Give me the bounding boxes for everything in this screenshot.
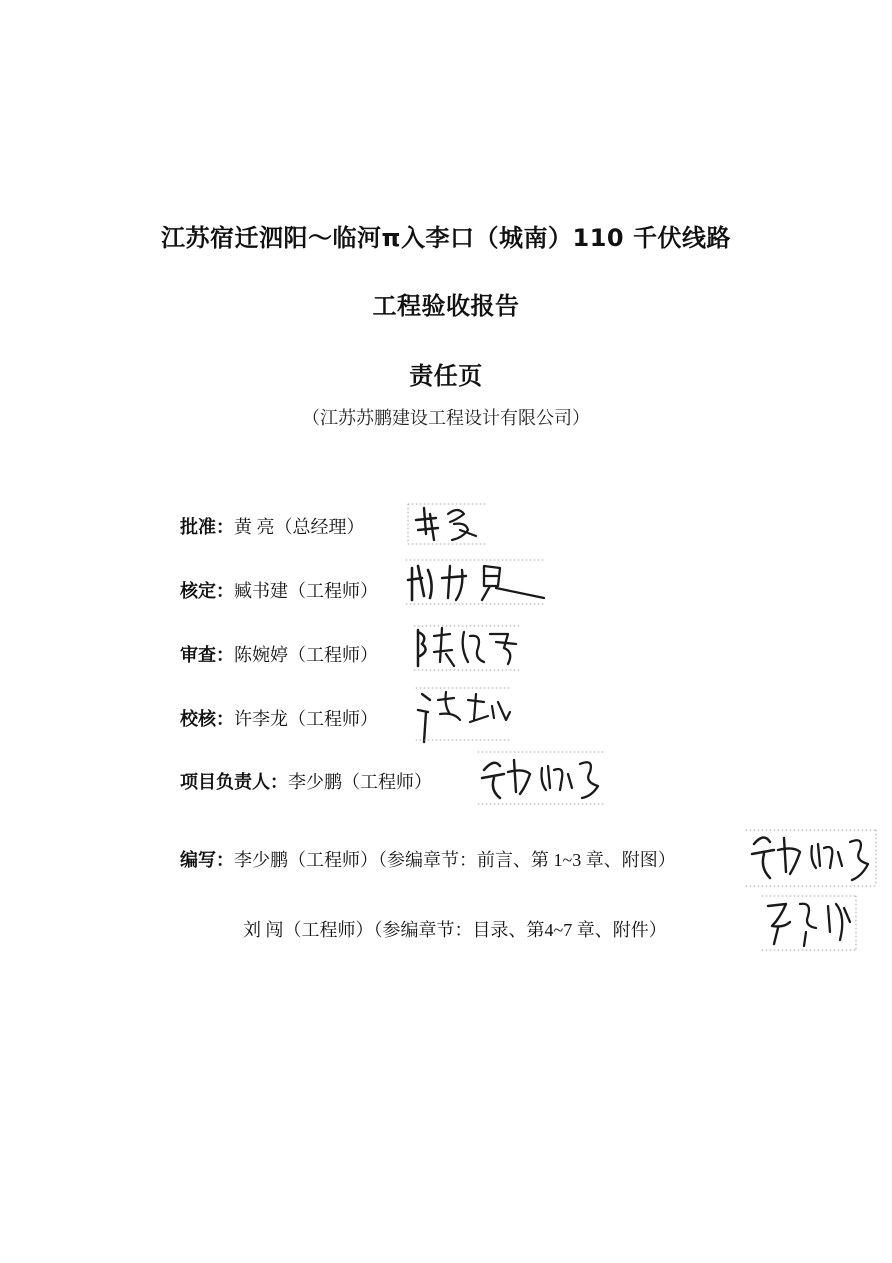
role-row-proofread xyxy=(180,705,378,731)
role-person: 刘 闯（工程师）（参编章节：目录、第4~7 章、附件） xyxy=(243,920,667,940)
role-label: 项目负责人： xyxy=(180,772,288,793)
role-label: 批准： xyxy=(180,517,234,538)
signature-huang-liang xyxy=(406,500,490,546)
signature-li-shaopeng xyxy=(476,748,608,808)
role-row-coauthor xyxy=(243,916,667,942)
role-row-author xyxy=(180,846,676,872)
role-row-approve xyxy=(180,513,365,539)
role-label: 审查： xyxy=(180,645,234,666)
role-row-verify xyxy=(180,577,378,603)
role-person: 臧书建（工程师） xyxy=(234,581,378,601)
role-label: 核定： xyxy=(180,581,234,602)
company-name: （江苏苏鹏建设工程设计有限公司） xyxy=(302,408,590,428)
page-heading: 责任页 xyxy=(409,362,483,390)
signature-li-shaopeng-2 xyxy=(744,826,880,890)
document-subtitle: 工程验收报告 xyxy=(372,292,520,320)
role-row-review xyxy=(180,641,378,667)
role-person: 黄 亮（总经理） xyxy=(234,517,365,537)
signature-chen-wanting xyxy=(412,622,524,672)
signature-liu-chuang xyxy=(760,892,860,954)
document-title: 江苏宿迁泗阳～临河π入李口（城南）110 千伏线路 xyxy=(161,224,731,252)
role-person: 陈婉婷（工程师） xyxy=(234,645,378,665)
signature-zang-shujian xyxy=(404,556,550,606)
role-label: 校核： xyxy=(180,709,234,730)
role-person: 许李龙（工程师） xyxy=(234,709,378,729)
role-label: 编写： xyxy=(180,850,234,871)
role-person: 李少鹏（工程师） xyxy=(288,772,432,792)
signature-xu-lilong xyxy=(414,684,514,746)
role-person: 李少鹏（工程师）（参编章节：前言、第 1~3 章、附图） xyxy=(234,850,676,870)
role-row-project-lead xyxy=(180,768,432,794)
